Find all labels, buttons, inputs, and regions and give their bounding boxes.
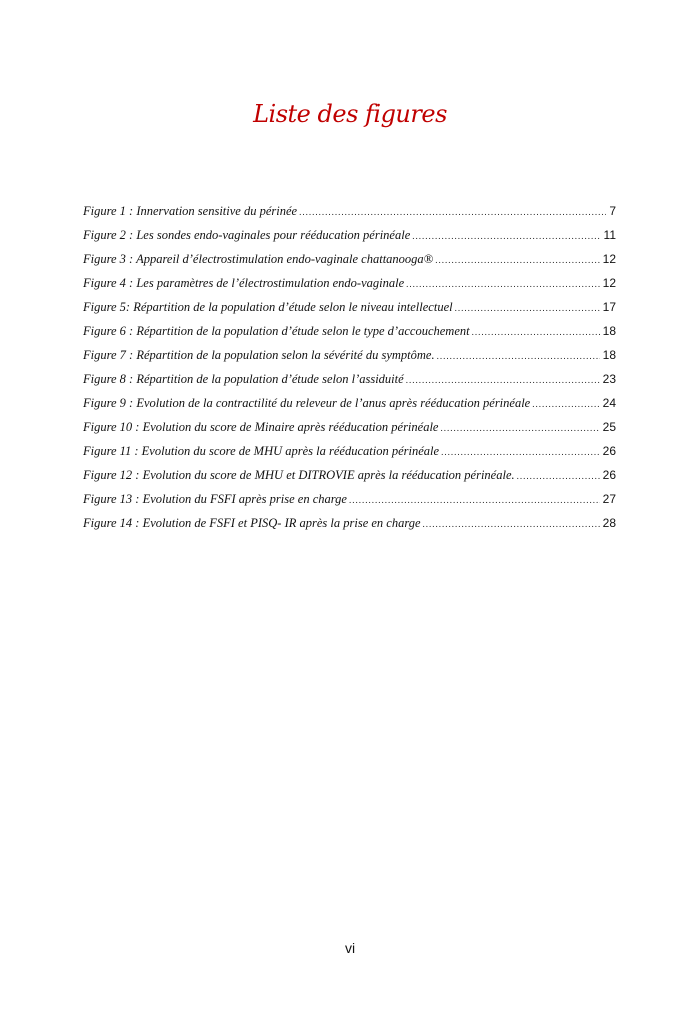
figure-entry-7[interactable] [83,348,616,372]
page-number: vi [344,940,356,956]
dot-leader [349,495,600,505]
figure-entry-label: Figure 5: Répartition de la population d’étude selon le niveau intellectuel [83,300,453,314]
dot-leader [532,399,599,409]
figure-entry-page: 18 [602,348,616,362]
dot-leader [472,327,600,337]
figure-entry-page: 26 [602,468,616,482]
dot-leader [299,207,606,217]
dot-leader [406,279,600,289]
figure-entry-page: 23 [602,372,616,386]
dot-leader [440,423,599,433]
figure-entry-page: 12 [602,252,616,266]
dot-leader [412,231,600,241]
figure-entry-page: 18 [602,324,616,338]
dot-leader [406,375,600,385]
figure-entry-11[interactable] [83,444,616,468]
dot-leader [455,303,600,313]
figure-entry-page: 24 [602,396,616,410]
figure-entry-14[interactable] [83,516,616,540]
dot-leader [437,351,600,361]
figure-entry-page: 12 [602,276,616,290]
figure-entry-6[interactable] [83,324,616,348]
figure-entry-9[interactable] [83,396,616,420]
dot-leader [517,471,600,481]
figure-entry-5[interactable] [83,300,616,324]
figure-entry-label: Figure 6 : Répartition de la population d’étude selon le type d’accouchement [83,324,470,338]
figure-entry-label: Figure 8 : Répartition de la population d’étude selon l’assiduité [83,372,404,386]
figure-entry-4[interactable] [83,276,616,300]
page-title: Liste des figures [253,100,447,128]
figure-entry-label: Figure 1 : Innervation sensitive du périnée [83,204,298,218]
figure-entry-label: Figure 9 : Evolution de la contractilité du releveur de l’anus après rééducation périnéale [83,396,531,410]
figure-entry-8[interactable] [83,372,616,396]
figure-entry-13[interactable] [83,492,616,516]
figure-entry-label: Figure 12 : Evolution du score de MHU et DITROVIE après la rééducation périnéale. [83,468,515,482]
dot-leader [435,255,599,265]
figure-entry-3[interactable] [83,252,616,276]
figure-entry-page: 7 [609,204,616,218]
figure-entry-label: Figure 10 : Evolution du score de Minaire après rééducation périnéale [83,420,439,434]
figure-entry-page: 27 [602,492,616,506]
figure-entry-label: Figure 4 : Les paramètres de l’électrostimulation endo-vaginale [83,276,405,290]
figure-entry-label: Figure 2 : Les sondes endo-vaginales pour rééducation périnéale [83,228,411,242]
figure-entry-page: 17 [602,300,616,314]
dot-leader [423,519,600,529]
figure-entry-2[interactable] [83,228,616,252]
figure-entry-page: 25 [602,420,616,434]
figure-entry-1[interactable] [83,204,616,228]
figure-entry-page: 28 [602,516,616,530]
figure-list [83,204,616,540]
figure-entry-page: 26 [602,444,616,458]
figure-entry-label: Figure 14 : Evolution de FSFI et PISQ- IR après la prise en charge [83,516,421,530]
figure-entry-label: Figure 7 : Répartition de la population selon la sévérité du symptôme. [83,348,435,362]
figure-entry-label: Figure 11 : Evolution du score de MHU après la rééducation périnéale [83,444,440,458]
dot-leader [441,447,600,457]
figure-entry-page: 11 [603,228,616,242]
figure-entry-label: Figure 13 : Evolution du FSFI après prise en charge [83,492,347,506]
figure-entry-10[interactable] [83,420,616,444]
figure-entry-label: Figure 3 : Appareil d’électrostimulation endo-vaginale chattanooga® [83,252,434,266]
figure-entry-12[interactable] [83,468,616,492]
